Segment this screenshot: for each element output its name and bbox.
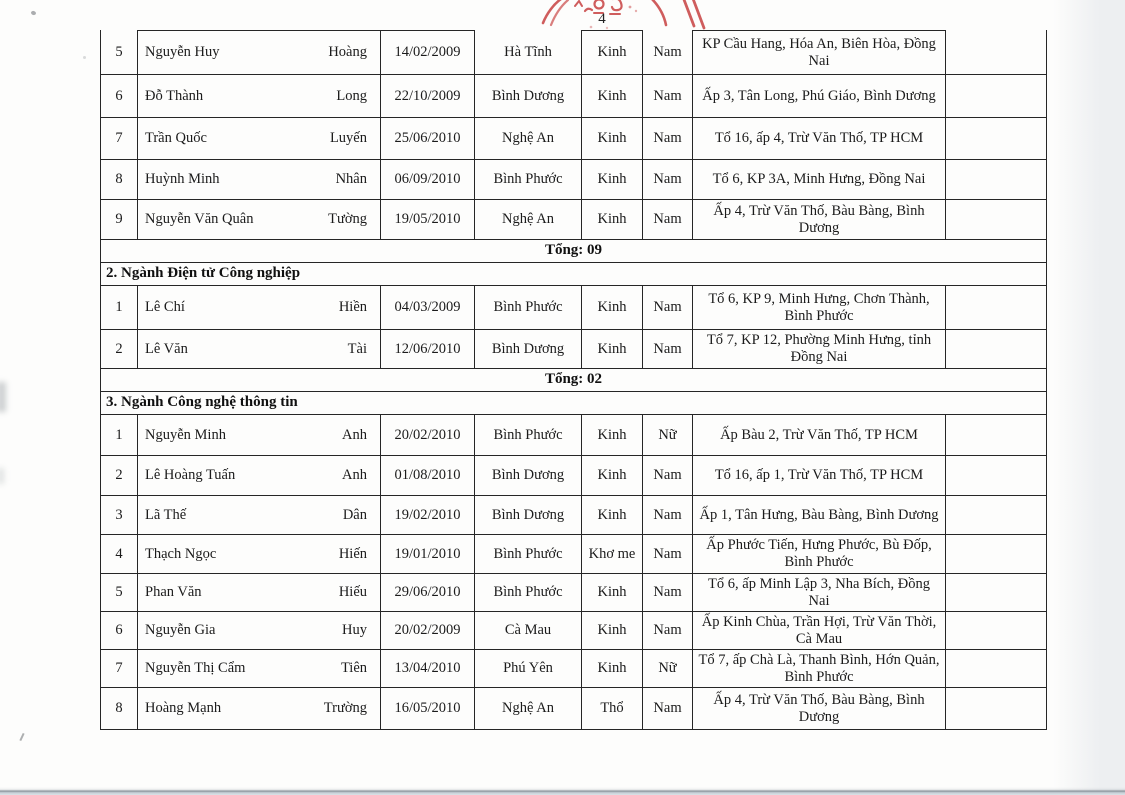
address-cell: Tổ 6, ấp Minh Lập 3, Nha Bích, Đồng Nai <box>693 574 946 612</box>
gender-cell: Nam <box>643 75 693 118</box>
row-number-cell: 8 <box>101 688 138 730</box>
name-cell <box>138 574 381 612</box>
note-cell <box>946 160 1047 200</box>
address-cell: Ấp 4, Trừ Văn Thố, Bàu Bàng, Bình Dương <box>693 688 946 730</box>
hometown-cell: Nghệ An <box>475 200 582 240</box>
roster-table <box>100 30 1047 730</box>
row-number-cell: 1 <box>101 415 138 456</box>
table-row <box>101 650 1047 688</box>
hometown-cell: Bình Phước <box>475 535 582 574</box>
section-title: 3. Ngành Công nghệ thông tin <box>101 392 1047 415</box>
surname-text: Hoàng Mạnh <box>145 700 222 717</box>
hometown-cell: Bình Dương <box>475 456 582 496</box>
page-number: 4 <box>598 11 606 27</box>
table-row <box>101 75 1047 118</box>
gender-cell: Nam <box>643 612 693 650</box>
gender-cell: Nam <box>643 574 693 612</box>
ethnicity-cell: Kinh <box>582 574 643 612</box>
gender-cell: Nam <box>643 330 693 369</box>
section-header-row <box>101 263 1047 286</box>
note-cell <box>946 286 1047 330</box>
ethnicity-cell: Kinh <box>582 650 643 688</box>
row-number-cell: 9 <box>101 200 138 240</box>
name-cell <box>138 200 381 240</box>
surname-text: Nguyễn Văn Quân <box>145 211 254 228</box>
dob-cell: 20/02/2009 <box>381 612 475 650</box>
row-number-cell: 8 <box>101 160 138 200</box>
name-cell <box>138 496 381 535</box>
scan-smudge <box>0 382 6 412</box>
given-name-text: Anh <box>342 467 367 484</box>
dob-cell: 29/06/2010 <box>381 574 475 612</box>
gender-cell: Nam <box>643 118 693 160</box>
name-cell <box>138 535 381 574</box>
row-number-cell: 7 <box>101 118 138 160</box>
hometown-cell: Bình Phước <box>475 286 582 330</box>
ethnicity-cell: Kinh <box>582 75 643 118</box>
gender-cell: Nam <box>643 688 693 730</box>
dob-cell: 19/01/2010 <box>381 535 475 574</box>
hometown-cell: Hà Tĩnh <box>475 30 582 75</box>
surname-text: Nguyễn Thị Cẩm <box>145 660 246 677</box>
table-row <box>101 574 1047 612</box>
surname-text: Trần Quốc <box>145 130 207 147</box>
given-name-text: Dân <box>342 506 367 523</box>
name-cell <box>138 75 381 118</box>
ethnicity-cell: Kinh <box>582 30 643 75</box>
dob-cell: 19/02/2010 <box>381 496 475 535</box>
table-row <box>101 612 1047 650</box>
dob-cell: 06/09/2010 <box>381 160 475 200</box>
given-name-text: Hoàng <box>328 44 367 61</box>
note-cell <box>946 535 1047 574</box>
name-cell <box>138 330 381 369</box>
table-row <box>101 456 1047 496</box>
surname-text: Huỳnh Minh <box>145 171 220 188</box>
address-cell: Tổ 6, KP 9, Minh Hưng, Chơn Thành, Bình Phước <box>693 286 946 330</box>
note-cell <box>946 612 1047 650</box>
given-name-text: Tiên <box>340 660 367 677</box>
table-row <box>101 415 1047 456</box>
ethnicity-cell: Kinh <box>582 286 643 330</box>
note-cell <box>946 574 1047 612</box>
ethnicity-cell: Kinh <box>582 456 643 496</box>
hometown-cell: Bình Phước <box>475 415 582 456</box>
surname-text: Nguyễn Gia <box>145 622 216 639</box>
dob-cell: 22/10/2009 <box>381 75 475 118</box>
table-row <box>101 688 1047 730</box>
table-row <box>101 535 1047 574</box>
surname-text: Nguyễn Huy <box>145 44 220 61</box>
dob-cell: 19/05/2010 <box>381 200 475 240</box>
table-row <box>101 118 1047 160</box>
gender-cell: Nam <box>643 30 693 75</box>
surname-text: Đỗ Thành <box>145 87 204 104</box>
dob-cell: 25/06/2010 <box>381 118 475 160</box>
surname-text: Thạch Ngọc <box>145 545 217 562</box>
address-cell: Ấp 1, Tân Hưng, Bàu Bàng, Bình Dương <box>693 496 946 535</box>
given-name-text: Long <box>336 87 367 104</box>
note-cell <box>946 30 1047 75</box>
hometown-cell: Nghệ An <box>475 688 582 730</box>
note-cell <box>946 118 1047 160</box>
given-name-text: Hiếu <box>338 584 367 601</box>
hometown-cell: Bình Phước <box>475 160 582 200</box>
name-cell <box>138 286 381 330</box>
dob-cell: 16/05/2010 <box>381 688 475 730</box>
scan-speck <box>83 56 86 59</box>
ethnicity-cell: Thổ <box>582 688 643 730</box>
hometown-cell: Nghệ An <box>475 118 582 160</box>
note-cell <box>946 650 1047 688</box>
surname-text: Phan Văn <box>145 584 202 601</box>
ethnicity-cell: Kinh <box>582 118 643 160</box>
given-name-text: Hiền <box>338 299 367 316</box>
table-row <box>101 200 1047 240</box>
address-cell: Ấp Phước Tiến, Hưng Phước, Bù Đốp, Bình Phước <box>693 535 946 574</box>
given-name-text: Nhân <box>335 171 367 188</box>
row-number-cell: 7 <box>101 650 138 688</box>
row-number-cell: 1 <box>101 286 138 330</box>
dob-cell: 12/06/2010 <box>381 330 475 369</box>
name-cell <box>138 118 381 160</box>
note-cell <box>946 496 1047 535</box>
gender-cell: Nam <box>643 160 693 200</box>
given-name-text: Hiến <box>338 545 367 562</box>
ethnicity-cell: Kinh <box>582 160 643 200</box>
name-cell <box>138 30 381 75</box>
surname-text: Lã Thế <box>145 506 187 523</box>
note-cell <box>946 200 1047 240</box>
hometown-cell: Bình Dương <box>475 330 582 369</box>
given-name-text: Luyến <box>329 130 367 147</box>
surname-text: Nguyễn Minh <box>145 426 226 443</box>
hometown-cell: Phú Yên <box>475 650 582 688</box>
section-title: 2. Ngành Điện tử Công nghiệp <box>101 263 1047 286</box>
scan-smudge <box>0 468 4 484</box>
hometown-cell: Cà Mau <box>475 612 582 650</box>
given-name-text: Trường <box>323 700 367 717</box>
address-cell: Tổ 16, ấp 1, Trừ Văn Thố, TP HCM <box>693 456 946 496</box>
hometown-cell: Bình Phước <box>475 574 582 612</box>
note-cell <box>946 456 1047 496</box>
given-name-text: Tường <box>328 211 367 228</box>
row-number-cell: 2 <box>101 456 138 496</box>
scan-speck <box>30 10 36 15</box>
gender-cell: Nữ <box>643 650 693 688</box>
section-header-row <box>101 392 1047 415</box>
note-cell <box>946 415 1047 456</box>
given-name-text: Tài <box>347 340 367 357</box>
table-row <box>101 30 1047 75</box>
address-cell: Ấp Kinh Chùa, Trần Hợi, Trừ Văn Thời, Cà Mau <box>693 612 946 650</box>
name-cell <box>138 650 381 688</box>
name-cell <box>138 456 381 496</box>
ethnicity-cell: Kinh <box>582 496 643 535</box>
gender-cell: Nam <box>643 535 693 574</box>
surname-text: Lê Chí <box>145 299 185 316</box>
name-cell <box>138 688 381 730</box>
dob-cell: 01/08/2010 <box>381 456 475 496</box>
dob-cell: 20/02/2010 <box>381 415 475 456</box>
name-cell <box>138 612 381 650</box>
gender-cell: Nam <box>643 456 693 496</box>
row-number-cell: 6 <box>101 75 138 118</box>
address-cell: Ấp Bàu 2, Trừ Văn Thố, TP HCM <box>693 415 946 456</box>
row-number-cell: 5 <box>101 574 138 612</box>
row-number-cell: 4 <box>101 535 138 574</box>
scan-shading <box>1053 0 1125 795</box>
hometown-cell: Bình Dương <box>475 496 582 535</box>
row-number-cell: 6 <box>101 612 138 650</box>
table-row <box>101 286 1047 330</box>
name-cell <box>138 415 381 456</box>
given-name-text: Huy <box>342 622 367 639</box>
note-cell <box>946 688 1047 730</box>
row-number-cell: 5 <box>101 30 138 75</box>
address-cell: Tổ 16, ấp 4, Trừ Văn Thố, TP HCM <box>693 118 946 160</box>
note-cell <box>946 330 1047 369</box>
note-cell <box>946 75 1047 118</box>
table-row <box>101 496 1047 535</box>
ethnicity-cell: Kinh <box>582 612 643 650</box>
surname-text: Lê Hoàng Tuấn <box>145 467 236 484</box>
row-number-cell: 3 <box>101 496 138 535</box>
ethnicity-cell: Kinh <box>582 330 643 369</box>
table-row <box>101 330 1047 369</box>
scan-bottom-edge <box>0 787 1125 795</box>
address-cell: Tổ 7, KP 12, Phường Minh Hưng, tỉnh Đồng Nai <box>693 330 946 369</box>
ethnicity-cell: Kinh <box>582 415 643 456</box>
dob-cell: 04/03/2009 <box>381 286 475 330</box>
given-name-text: Anh <box>342 426 367 443</box>
surname-text: Lê Văn <box>145 340 188 357</box>
section-total: Tổng: 02 <box>101 369 1047 392</box>
gender-cell: Nam <box>643 496 693 535</box>
hometown-cell: Bình Dương <box>475 75 582 118</box>
address-cell: Ấp 4, Trừ Văn Thố, Bàu Bàng, Bình Dương <box>693 200 946 240</box>
table-row <box>101 160 1047 200</box>
scan-mark <box>19 733 24 741</box>
row-number-cell: 2 <box>101 330 138 369</box>
section-total: Tổng: 09 <box>101 240 1047 263</box>
section-total-row <box>101 240 1047 263</box>
address-cell: Tổ 7, ấp Chà Là, Thanh Bình, Hớn Quản, Bình Phước <box>693 650 946 688</box>
address-cell: Ấp 3, Tân Long, Phú Giáo, Bình Dương <box>693 75 946 118</box>
dob-cell: 14/02/2009 <box>381 30 475 75</box>
ethnicity-cell: Kinh <box>582 200 643 240</box>
dob-cell: 13/04/2010 <box>381 650 475 688</box>
gender-cell: Nam <box>643 200 693 240</box>
name-cell <box>138 160 381 200</box>
ethnicity-cell: Khơ me <box>582 535 643 574</box>
gender-cell: Nữ <box>643 415 693 456</box>
address-cell: KP Cầu Hang, Hóa An, Biên Hòa, Đồng Nai <box>693 30 946 75</box>
address-cell: Tổ 6, KP 3A, Minh Hưng, Đồng Nai <box>693 160 946 200</box>
gender-cell: Nam <box>643 286 693 330</box>
section-total-row <box>101 369 1047 392</box>
